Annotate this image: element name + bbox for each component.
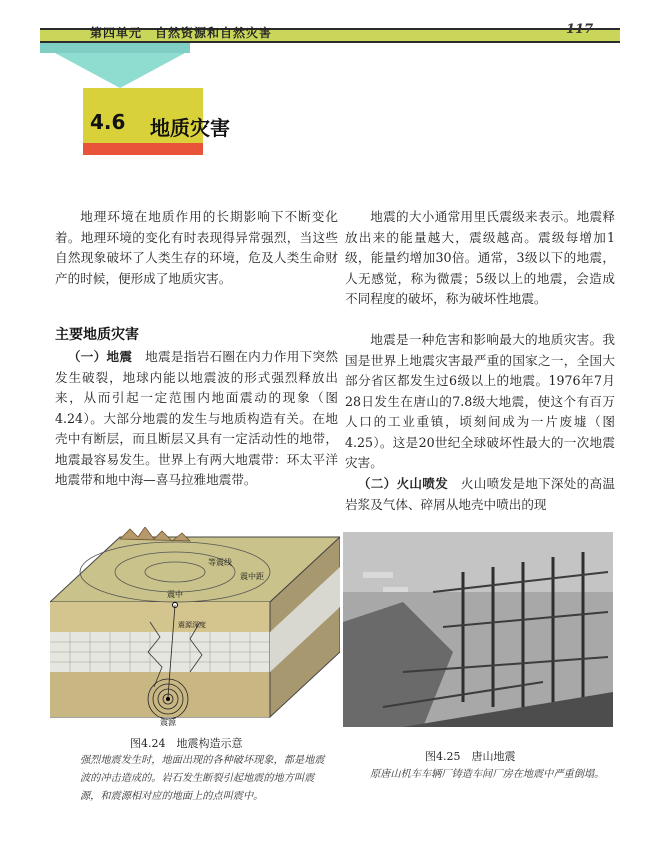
figure-4-24-caption: 图4.24 地震构造示意 — [130, 737, 243, 750]
figure-4-25-caption: 图4.25 唐山地震 — [425, 750, 516, 763]
label-isoseismal: 等震线 — [208, 558, 232, 567]
page-number: 117 — [566, 22, 594, 37]
earthquake-diagram — [50, 527, 340, 727]
unit-title: 第四单元 自然资源和自然灾害 — [90, 26, 273, 40]
earthquake-label: （一）地震 — [67, 349, 133, 364]
volcano-text: 火山喷发是地下深处的高温岩浆及气体、碎屑从地壳中喷出的现 — [345, 476, 616, 512]
earthquake-paragraph — [55, 347, 338, 491]
title-triangle-decoration — [55, 53, 185, 88]
section-title: 地质灾害 — [150, 116, 230, 140]
label-epicentral-distance: 震中距 — [240, 572, 264, 581]
magnitude-paragraph: 地震的大小通常用里氏震级来表示。地震释放出来的能量越大，震级越高。震级每增加1级，能量约增加30倍。通常，3级以下的地震，人无感觉，称为微震；5级以上的地震，会造成不同程度的破坏，称为破坏性地震。 — [345, 209, 615, 306]
intro-paragraph: 地理环境在地质作用的长期影响下不断变化着。地理环境的变化有时表现得异常强烈，当这些自然现象破坏了人类生存的环境，危及人类生命财产的时候，便形成了地质灾害。 — [55, 209, 338, 286]
mountains — [120, 527, 190, 541]
damage-paragraph: 地震是一种危害和影响最大的地质灾害。我国是世界上地震灾害最严重的国家之一，全国大部分省区都发生过6级以上的地震。1976年7月28日发生在唐山的7.8级大地震，使这个有百万人口的工业重镇，顷刻间成为一片废墟（图4.25）。这是20世纪全球破坏性最大的一次地震灾害。 — [345, 332, 615, 470]
label-focus: 震源 — [160, 718, 176, 727]
earthquake-text: 地震是指岩石圈在内力作用下突然发生破裂，地球内能以地震波的形式强烈释放出来，从而引起一定范围内地面震动的现象（图4.24）。大部分地震的发生与地质构造有关。在地壳中有断层，而且断层又具有一定活动性的地带，地震最容易发生。世界上有两大地震带：环太平洋地震带和地中海—喜马拉雅地震带。 — [55, 349, 339, 487]
volcano-label: （二）火山喷发 — [357, 476, 448, 491]
volcano-paragraph — [345, 474, 615, 515]
section-number: 4.6 — [90, 110, 126, 134]
header-accent-strip — [40, 43, 190, 53]
section-title-red-bar — [83, 143, 203, 155]
main-heading: 主要地质灾害 — [55, 327, 139, 343]
label-focal-depth: 震源深度 — [178, 621, 206, 629]
focus-dot — [166, 697, 170, 701]
label-epicenter: 震中 — [167, 590, 183, 599]
figure-4-24-description: 强烈地震发生时，地面出现的各种破坏现象，都是地震波的冲击造成的。岩石发生断裂引起地震的地方叫震源，和震源相对应的地面上的点叫震中。 — [80, 755, 325, 802]
tangshan-earthquake-photo — [343, 532, 613, 727]
figure-4-25-description: 原唐山机车车辆厂铸造车间厂房在地震中严重倒塌。 — [370, 769, 605, 780]
